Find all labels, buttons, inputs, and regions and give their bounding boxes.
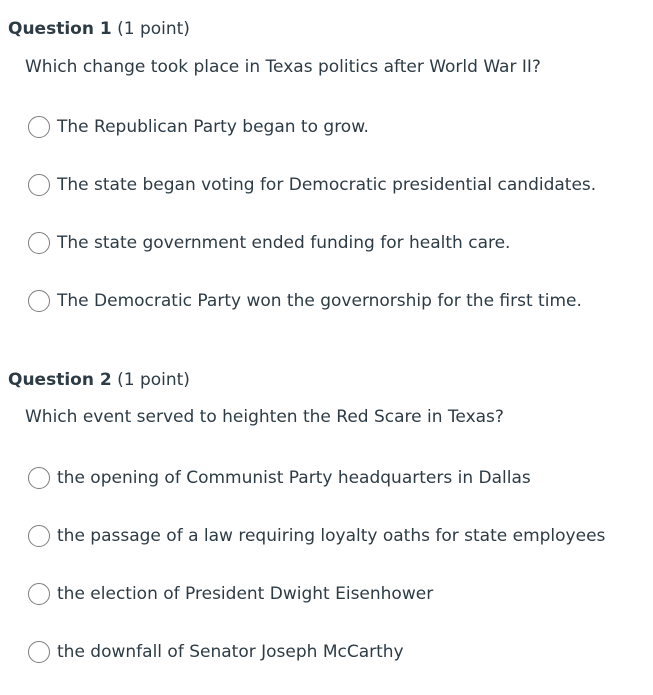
question-header <box>8 369 190 391</box>
answer-option[interactable] <box>28 465 531 491</box>
question-header <box>8 18 190 40</box>
answer-option-label[interactable]: the opening of Communist Party headquarters in Dallas <box>57 468 531 488</box>
question-prompt: Which change took place in Texas politics after World War II? <box>25 57 541 77</box>
answer-option[interactable] <box>28 288 582 314</box>
question-title: Question 1 <box>8 19 112 39</box>
radio-button[interactable] <box>28 174 50 196</box>
answer-option[interactable] <box>28 581 433 607</box>
radio-button[interactable] <box>28 467 50 489</box>
answer-option[interactable] <box>28 639 404 665</box>
answer-option[interactable] <box>28 230 510 256</box>
answer-option-label[interactable]: the election of President Dwight Eisenhower <box>57 584 434 604</box>
answer-option[interactable] <box>28 172 596 198</box>
question-points: (1 point) <box>117 19 190 39</box>
question-prompt: Which event served to heighten the Red Scare in Texas? <box>25 407 504 427</box>
answer-option-label[interactable]: the passage of a law requiring loyalty oaths for state employees <box>57 526 606 546</box>
radio-button[interactable] <box>28 525 50 547</box>
answer-option[interactable] <box>28 523 605 549</box>
answer-option-label[interactable]: The state government ended funding for health care. <box>57 233 511 253</box>
question-points: (1 point) <box>117 370 190 390</box>
radio-button[interactable] <box>28 232 50 254</box>
answer-option[interactable] <box>28 114 369 140</box>
answer-option-label[interactable]: The state began voting for Democratic presidential candidates. <box>57 175 597 195</box>
answer-option-label[interactable]: the downfall of Senator Joseph McCarthy <box>57 642 404 662</box>
answer-option-label[interactable]: The Republican Party began to grow. <box>57 117 369 137</box>
radio-button[interactable] <box>28 116 50 138</box>
radio-button[interactable] <box>28 583 50 605</box>
radio-button[interactable] <box>28 290 50 312</box>
answer-option-label[interactable]: The Democratic Party won the governorship for the first time. <box>57 291 582 311</box>
question-title: Question 2 <box>8 370 112 390</box>
radio-button[interactable] <box>28 641 50 663</box>
